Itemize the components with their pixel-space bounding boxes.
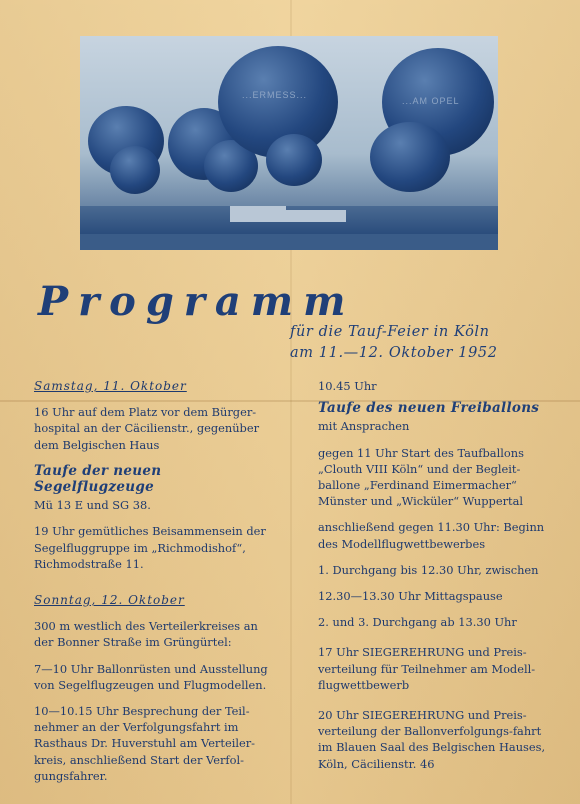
program-item: Mü 13 E und SG 38. xyxy=(34,498,151,513)
program-item: 12.30—13.30 Uhr Mittagspause xyxy=(318,589,503,604)
program-item: 16 Uhr auf dem Platz vor dem Bürger-hospital an der Cäcilienstr., gegenüber dem Belgischen Haus xyxy=(34,405,260,452)
field xyxy=(80,234,498,250)
saturday-heading: Samstag, 11. Oktober xyxy=(34,379,187,393)
sunday-heading: Sonntag, 12. Oktober xyxy=(34,593,185,608)
program-item: 300 m westlich des Verteilerkreises an der Bonner Straße im Grüngürtel: xyxy=(34,619,258,650)
building xyxy=(230,206,286,222)
event-subtitle xyxy=(290,322,498,364)
program-item: mit Ansprachen xyxy=(318,419,410,434)
page-title: Programm xyxy=(38,278,356,325)
program-item: gegen 11 Uhr Start des Taufballons „Clouth VIII Köln“ und der Begleit-ballone „Ferdinand Eimermacher“ Münster und „Wicküler“ Wuppertal xyxy=(318,445,524,509)
program-item: 2. und 3. Durchgang ab 13.30 Uhr xyxy=(318,615,517,630)
program-item: 19 Uhr gemütliches Beisammensein der Segelfluggruppe im „Richmodishof“, Richmodstraße 11. xyxy=(34,524,266,571)
program-item: 17 Uhr SIEGEREHRUNG und Preis-verteilung für Teilnehmer am Modell-flugwettbewerb xyxy=(318,645,536,692)
balloon-image xyxy=(266,134,322,186)
program-item: 7—10 Uhr Ballonrüsten und Ausstellung von Segelflugzeugen und Flugmodellen. xyxy=(34,661,268,692)
building xyxy=(286,210,346,222)
subtitle-line: für die Tauf-Feier in Köln xyxy=(290,324,490,340)
balloon-image xyxy=(370,122,450,192)
program-time: 10.45 Uhr xyxy=(318,379,377,393)
balloon-image xyxy=(110,146,160,194)
highlight-title: Taufe der neuen Segelflugzeuge xyxy=(34,462,162,496)
program-column-right xyxy=(318,378,554,782)
program-item: 10—10.15 Uhr Besprechung der Teil-nehmer an der Verfolgungsfahrt im Rasthaus Dr. Huverstuhl am Verteiler-kreis, anschließend Start der Verfol-gungsfahrer. xyxy=(34,704,256,783)
balloon-lettering: ...ERMESS... xyxy=(242,90,308,100)
balloon-lettering: ...AM OPEL xyxy=(402,96,460,106)
balloon-photo xyxy=(80,36,498,250)
subtitle-date: am 11.—12. Oktober 1952 xyxy=(290,345,498,361)
program-item: 20 Uhr SIEGEREHRUNG und Preis-verteilung der Ballonverfolgungs-fahrt im Blauen Saal des Belgischen Hauses, Köln, Cäcilienstr. 46 xyxy=(318,708,546,771)
highlight-title: Taufe des neuen Freiballons xyxy=(318,400,540,417)
program-column-left xyxy=(34,378,280,794)
program-item: 1. Durchgang bis 12.30 Uhr, zwischen xyxy=(318,562,539,577)
program-item: anschließend gegen 11.30 Uhr: Beginn des Modellflugwettbewerbes xyxy=(318,520,545,551)
